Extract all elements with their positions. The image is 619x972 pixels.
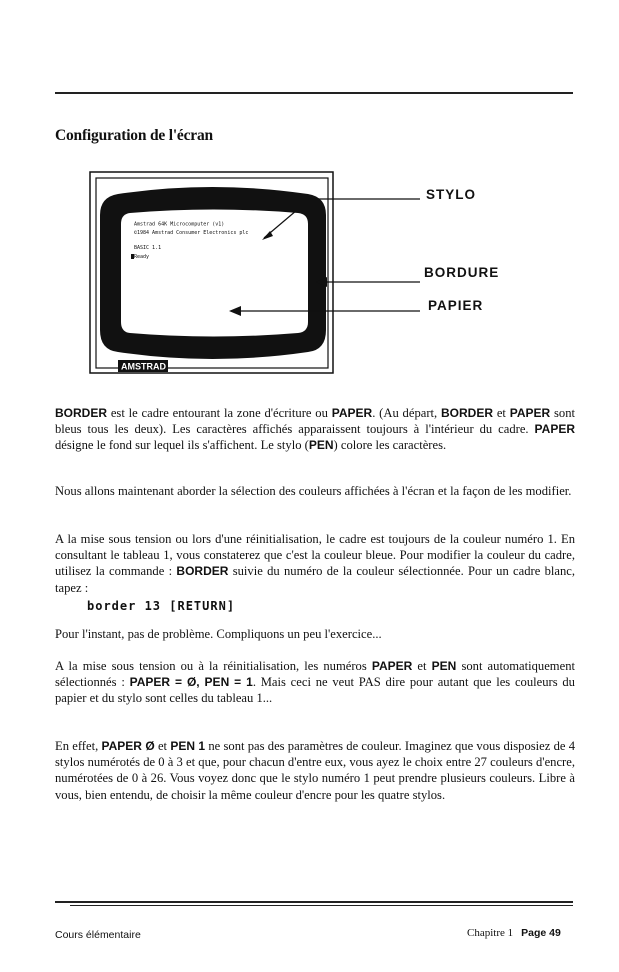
screen-line-1: Amstrad 64K Microcomputer (v1) <box>134 221 225 228</box>
label-pen: STYLO <box>426 187 477 202</box>
bottom-rule-thin <box>70 905 573 906</box>
bottom-rule <box>55 901 573 903</box>
paragraph-border-paper: BORDER est le cadre entourant la zone d'écriture ou PAPER. (Au départ, BORDER et PAPER sont bleus tous les deux). Les caractères affichés apparaissent toujours à l'intérieur du cadre. PAPER désigne le fond sur lequel ils s'affichent. Le stylo (PEN) colore les caractères. <box>55 406 575 453</box>
paragraph-default-values: A la mise sous tension ou à la réinitialisation, les numéros PAPER et PEN sont automatiquement sélectionnés : PAPER = Ø, PEN = 1. Mais ceci ne veut PAS dire pour autant que les couleurs du papier et du stylo sont celles du tableau 1... <box>55 659 575 706</box>
paragraph-pens: En effet, PAPER Ø et PEN 1 ne sont pas des paramètres de couleur. Imaginez que vous disposiez de 4 stylos numérotés de 0 à 3 et que, pour chacun d'entre eux, vous ayez le choix entre 27 couleurs d'encre, numérotées de 0 à 26. Vous voyez donc que le stylo numéro 1 peut prendre plusieurs couleurs. Libre à vous, bien entendu, de choisir la même couleur d'encre pour les quatre stylos. <box>55 739 576 802</box>
paragraph-intro-colours: Nous allons maintenant aborder la sélection des couleurs affichées à l'écran et la façon de les modifier. <box>55 484 572 498</box>
screen-paper-area <box>121 210 308 337</box>
screen-line-4: Ready <box>134 254 150 260</box>
code-example: border 13 [RETURN] <box>87 599 236 613</box>
paragraph-border-command: A la mise sous tension ou lors d'une réinitialisation, le cadre est toujours de la couleur numéro 1. En consultant le tableau 1, vous constaterez que c'est la couleur bleue. Pour modifier la couleur du cadre, utilisez la commande : BORDER suivie du numéro de la couleur sélectionnée. Pour un cadre blanc, tapez : <box>55 532 576 595</box>
paragraph-complicate: Pour l'instant, pas de problème. Compliquons un peu l'exercice... <box>55 627 382 641</box>
footer-page-number: Page 49 <box>521 927 561 939</box>
brand-label: AMSTRAD <box>121 361 166 372</box>
screen-line-2: ©1984 Amstrad Consumer Electronics plc <box>134 230 249 236</box>
footer-page-info <box>467 927 561 939</box>
section-heading: Configuration de l'écran <box>55 127 213 144</box>
screen-diagram <box>0 0 619 380</box>
cursor <box>131 254 134 259</box>
label-paper: PAPIER <box>428 298 484 313</box>
screen-line-3: BASIC 1.1 <box>134 245 162 251</box>
footer-chapter: Chapitre 1 <box>467 927 514 939</box>
footer-section: Cours élémentaire <box>55 929 141 941</box>
label-border: BORDURE <box>424 265 500 280</box>
